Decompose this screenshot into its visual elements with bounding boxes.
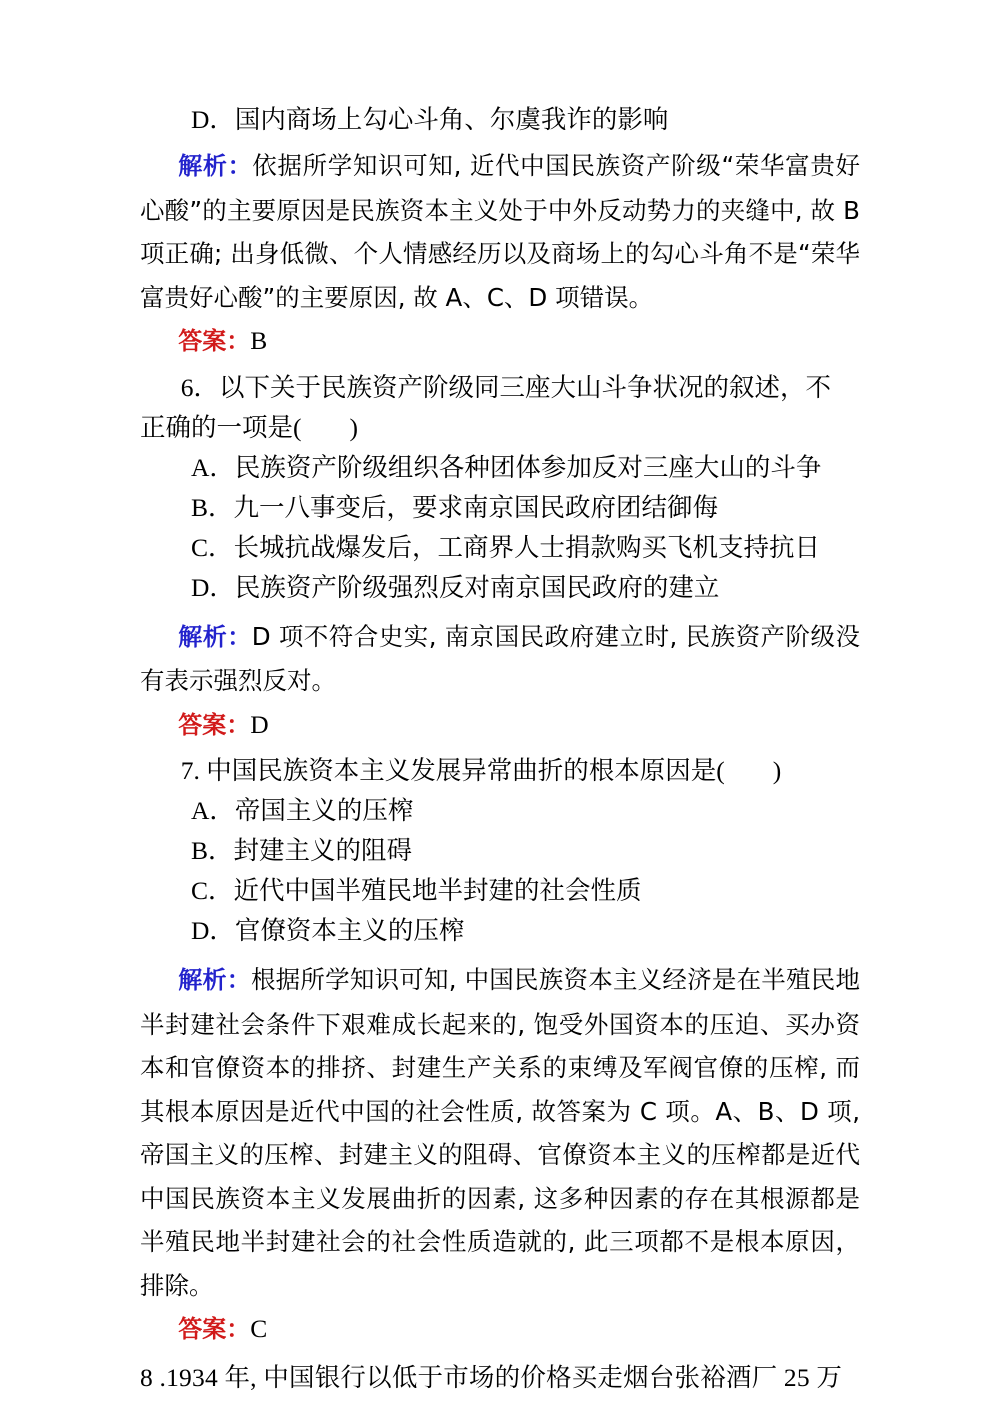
- question-7-option-d: D．官僚资本主义的压榨: [191, 916, 465, 945]
- analysis-text: D 项不符合史实, 南京国民政府建立时, 民族资产阶级没有表示强烈反对。: [140, 621, 860, 695]
- answer-label: 答案：: [178, 710, 251, 739]
- question-6-stem-line2: [140, 408, 860, 448]
- question-5-option-d: D．国内商场上勾心斗角、尔虞我诈的影响: [191, 105, 669, 134]
- answer-label: 答案：: [178, 1315, 251, 1343]
- question-6-analysis: [140, 615, 860, 703]
- question-8-stem: 8 .1934 年, 中国银行以低于市场的价格买走烟台张裕酒厂 25 万: [140, 1362, 843, 1392]
- analysis-label: 解析：: [178, 966, 251, 994]
- question-5-answer: [140, 319, 860, 364]
- analysis-label: 解析：: [178, 152, 253, 180]
- question-7-option-c: C．近代中国半殖民地半封建的社会性质: [191, 876, 642, 905]
- question-7-analysis: [140, 958, 860, 1307]
- question-6-stem-line2-tail: ): [349, 412, 358, 442]
- question-6-stem-line2-text: 正确的一项是(: [140, 412, 302, 442]
- question-7-option-b: B．封建主义的阻碍: [191, 836, 413, 865]
- question-7-option-a: A．帝国主义的压榨: [191, 796, 414, 825]
- question-6-option-d: D．民族资产阶级强烈反对南京国民政府的建立: [191, 572, 720, 602]
- analysis-text: 根据所学知识可知, 中国民族资本主义经济是在半殖民地半封建社会条件下艰难成长起来的, 饱受外国资本的压迫、买办资本和官僚资本的排挤、封建生产关系的束缚及军阀官僚的压榨, 而其根本原因是近代中国的社会性质, 故答案为 C 项。A、B、D 项, 帝国主义的压榨、封建主义的阻碍、官僚资本主义的压榨都是近代中国民族资本主义发展曲折的因素, 这多种因素的存在其根源都是半殖民地半封建社会的社会性质造就的, 此三项都不是根本原因，排除。: [140, 965, 860, 1300]
- question-7-stem-text: 7. 中国民族资本主义发展异常曲折的根本原因是(: [180, 756, 725, 785]
- question-6-option-a: A．民族资产阶级组织各种团体参加反对三座大山的斗争: [191, 452, 822, 482]
- question-6-stem-line1: 6．以下关于民族资产阶级同三座大山斗争状况的叙述，不: [180, 372, 832, 402]
- question-6-answer: [140, 703, 860, 748]
- answer-label: 答案：: [178, 327, 251, 355]
- question-7-answer: [140, 1307, 860, 1352]
- question-7-stem: [140, 751, 860, 791]
- analysis-text: 依据所学知识可知, 近代中国民族资产阶级“荣华富贵好心酸”的主要原因是民族资本主义处于中外反动势力的夹缝中, 故 B 项正确; 出身低微、个人情感经历以及商场上的勾心斗角不是“荣华富贵好心酸”的主要原因, 故 A、C、D 项错误。: [140, 151, 860, 312]
- question-7-stem-tail: ): [772, 756, 782, 785]
- analysis-label: 解析：: [178, 622, 252, 651]
- question-6-option-b: B．九一八事变后，要求南京国民政府团结御侮: [191, 492, 719, 522]
- answer-value: D: [250, 709, 269, 739]
- answer-value: C: [250, 1314, 268, 1343]
- answer-value: B: [250, 326, 268, 355]
- question-5-analysis: [140, 144, 860, 319]
- question-6-option-c: C．长城抗战爆发后，工商界人士捐款购买飞机支持抗日: [191, 532, 821, 562]
